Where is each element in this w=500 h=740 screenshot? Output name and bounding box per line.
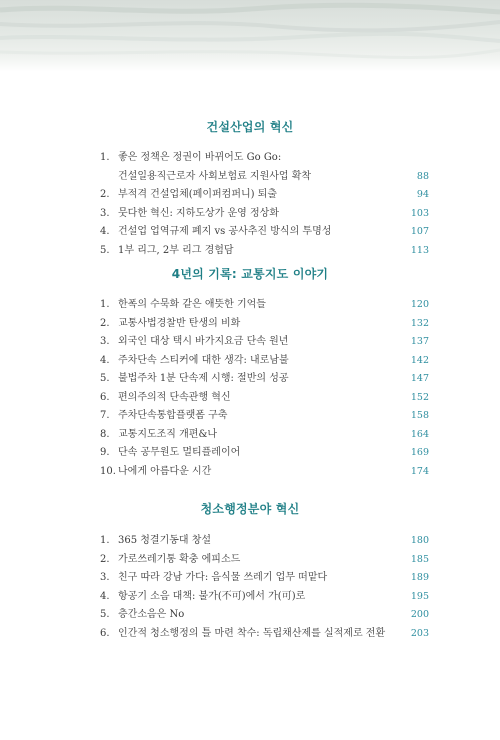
entry-title: 한폭의 수묵화 같은 애뜻한 기억들 (118, 299, 266, 310)
page-number: 113 (410, 244, 429, 256)
toc-entry[interactable] (0, 426, 500, 444)
entry-number: 3. (100, 336, 110, 347)
entry-title: 층간소음은 No (118, 609, 185, 620)
toc-entry[interactable] (0, 606, 500, 624)
entry-number: 6. (100, 627, 110, 639)
entry-number: 5. (100, 244, 110, 256)
entry-number: 5. (100, 373, 110, 384)
entry-number: 10. (100, 465, 116, 477)
entry-title: 부적격 건설업체(페이퍼컴퍼니) 퇴출 (118, 189, 278, 200)
page-number: 185 (410, 553, 429, 565)
page-number: 147 (410, 373, 429, 384)
entry-title: 건설일용직근로자 사회보험료 지원사업 확착 (118, 170, 312, 182)
section-title: 건설산업의 혁신 (206, 120, 294, 134)
page-number: 200 (410, 609, 429, 620)
page-number: 103 (410, 207, 429, 219)
entry-title: 불법주차 1분 단속제 시행: 절반의 성공 (118, 373, 289, 384)
toc-entry[interactable] (0, 625, 500, 643)
toc-entry[interactable] (0, 296, 500, 314)
toc-entry[interactable] (0, 370, 500, 388)
page-number: 137 (410, 336, 429, 347)
toc-entry[interactable] (0, 186, 500, 204)
page-number: 180 (410, 535, 429, 546)
entry-number: 4. (100, 226, 110, 237)
toc-entry[interactable] (0, 588, 500, 606)
entry-number: 9. (100, 447, 110, 458)
entry-number: 8. (100, 428, 110, 440)
entry-title: 좋은 정책은 정권이 바뀌어도 Go Go: (118, 152, 282, 163)
toc-entry[interactable] (0, 149, 500, 167)
toc-entry[interactable] (0, 407, 500, 425)
entry-title: 가로쓰레기통 확충 에피소드 (118, 553, 241, 565)
section-title: 4년의 기록: 교통지도 이야기 (171, 267, 329, 281)
page-number: 107 (410, 226, 429, 237)
entry-number: 1. (100, 152, 110, 163)
entry-title: 인간적 청소행정의 틀 마련 착수: 독립채산제를 실적제로 전환 (118, 627, 386, 639)
toc-entry[interactable] (0, 205, 500, 223)
entry-number: 5. (100, 609, 110, 620)
entry-number: 2. (100, 317, 110, 329)
entry-number: 4. (100, 354, 110, 366)
entry-title: 항공기 소음 대책: 불가(不可)에서 가(可)로 (118, 590, 306, 602)
entry-title: 주차단속통합플랫폼 구축 (118, 410, 228, 421)
entry-title: 나에게 아름다운 시간 (118, 465, 212, 477)
entry-number: 3. (100, 207, 110, 219)
page-number: 88 (416, 170, 429, 182)
toc-entry[interactable] (0, 389, 500, 407)
entry-number: 7. (100, 410, 110, 421)
page-number: 132 (410, 317, 429, 329)
page-number: 174 (410, 465, 429, 477)
section-title: 청소행정분야 혁신 (200, 502, 300, 516)
entry-title: 주차단속 스티커에 대한 생각: 내로남불 (118, 354, 289, 366)
entry-title: 365 청결기동대 창설 (118, 535, 212, 546)
entry-title: 교통지도조직 개편&나 (118, 428, 218, 440)
entry-number: 6. (100, 391, 110, 403)
page-number: 195 (410, 590, 429, 602)
entry-title: 단속 공무원도 멀티플레이어 (118, 447, 241, 458)
page-number: 158 (410, 410, 429, 421)
entry-number: 1. (100, 535, 110, 546)
toc-entry[interactable] (0, 352, 500, 370)
entry-title: 친구 따라 강남 가다: 음식물 쓰레기 업무 떠맡다 (118, 572, 328, 583)
entry-title: 1부 리그, 2부 리그 경험담 (118, 244, 234, 256)
page-number: 152 (410, 391, 429, 403)
toc-entry[interactable] (0, 223, 500, 241)
page-number: 94 (416, 189, 429, 200)
entry-title: 교통사법경찰반 탄생의 비화 (118, 317, 241, 329)
entry-title: 편의주의적 단속관행 혁신 (118, 391, 231, 403)
page-number: 189 (410, 572, 429, 583)
toc-entry[interactable] (0, 333, 500, 351)
entry-number: 4. (100, 590, 110, 602)
entry-number: 2. (100, 553, 110, 565)
toc-entry[interactable] (0, 168, 500, 186)
entry-title: 뭇다한 혁신: 지하도상가 운영 정상화 (118, 207, 279, 219)
entry-number: 3. (100, 572, 110, 583)
entry-number: 1. (100, 299, 110, 310)
entry-number: 2. (100, 189, 110, 200)
toc-entry[interactable] (0, 242, 500, 260)
toc-entry[interactable] (0, 532, 500, 550)
entry-title: 외국인 대상 택시 바가지요금 단속 원년 (118, 336, 289, 347)
toc-entry[interactable] (0, 569, 500, 587)
page-number: 142 (410, 354, 429, 366)
page-number: 203 (410, 627, 429, 639)
toc-entry[interactable] (0, 444, 500, 462)
entry-title: 건설업 업역규제 폐지 vs 공사추진 방식의 투명성 (118, 226, 332, 237)
toc-entry[interactable] (0, 551, 500, 569)
toc-entry[interactable] (0, 463, 500, 481)
page-number: 120 (410, 299, 429, 310)
page-number: 164 (410, 428, 429, 440)
page-number: 169 (410, 447, 429, 458)
toc-entry[interactable] (0, 315, 500, 333)
